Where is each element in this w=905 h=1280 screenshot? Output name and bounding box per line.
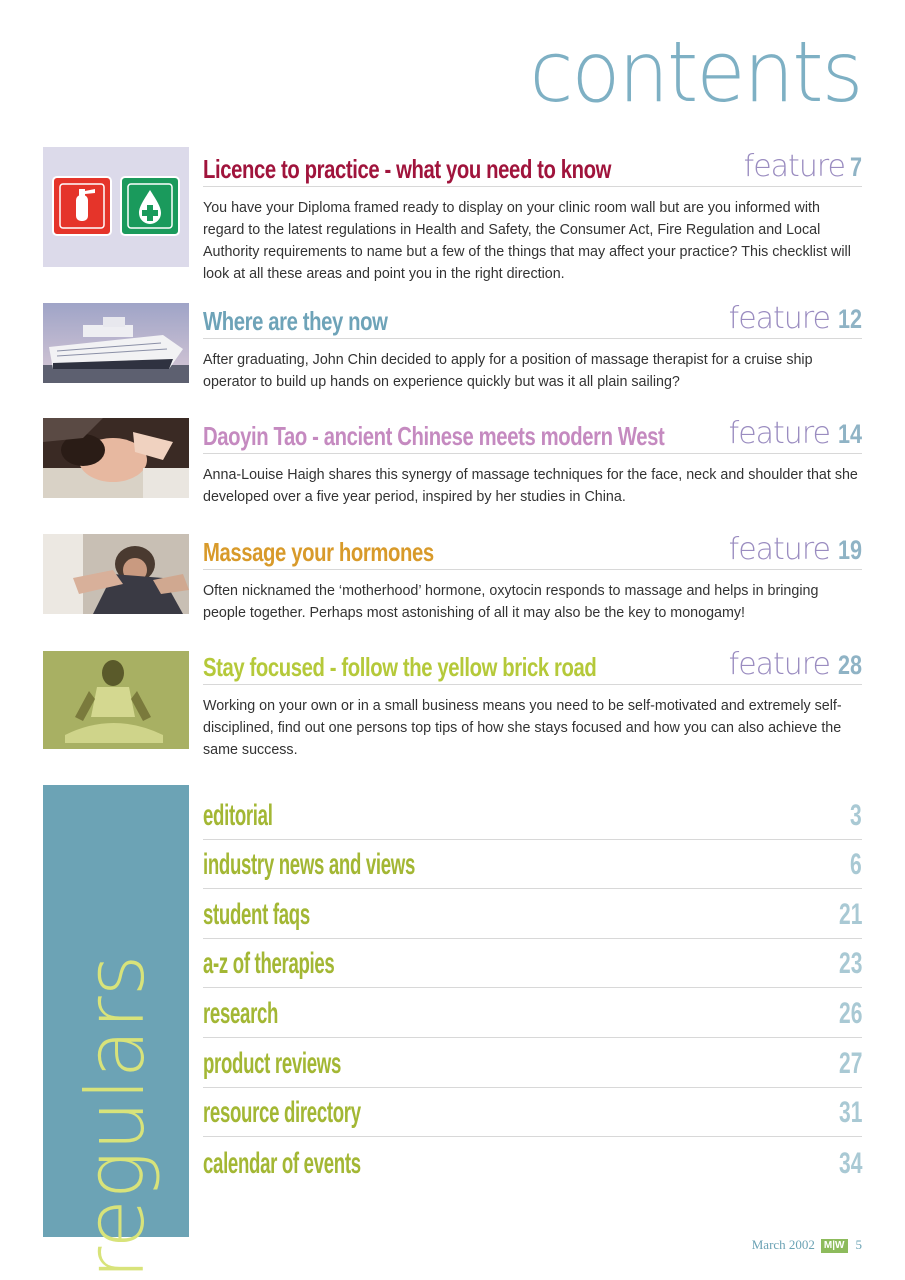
feature-description: Often nicknamed the ‘motherhood’ hormone, oxytocin responds to massage and helps in bringing people together. Perhaps most astonishing of all it may also be the key to monogamy!: [203, 583, 819, 621]
regulars-item-label: industry news and views: [203, 848, 416, 882]
meditation-photo: [43, 651, 189, 749]
regulars-heading: regulars: [69, 954, 162, 1280]
feature-page-ref: feature 28: [728, 647, 862, 682]
regulars-item-label: student faqs: [203, 897, 310, 931]
cruise-ship-photo: [43, 303, 189, 383]
regulars-sidebar: [43, 785, 189, 1280]
regulars-list: [203, 790, 862, 1187]
feature-description: After graduating, John Chin decided to apply for a position of massage therapist for a cruise ship operator to build up hands on experience quickly but was it all plain sailing?: [203, 352, 813, 390]
regulars-item-label: resource directory: [203, 1096, 361, 1130]
regulars-item-label: editorial: [203, 798, 273, 832]
page-title: contents: [529, 23, 861, 121]
regulars-item-label: a-z of therapies: [203, 947, 335, 981]
face-massage-photo: [43, 418, 189, 498]
feature-image: [43, 651, 189, 749]
magazine-logo: M|W: [821, 1239, 848, 1253]
regulars-item-page: 23: [838, 947, 862, 981]
feature-image: [43, 418, 189, 498]
feature-title[interactable]: Where are they now: [203, 306, 388, 336]
regulars-item-page: 3: [850, 798, 862, 832]
feature-page-ref: feature 7: [743, 149, 862, 184]
feature-image: [43, 303, 189, 383]
regulars-item-page: 27: [838, 1046, 862, 1080]
regulars-item-page: 31: [838, 1096, 862, 1130]
shoulder-massage-photo: [43, 534, 189, 614]
feature-description: You have your Diploma framed ready to display on your clinic room wall but are you informed with regard to the latest regulations in Health and Safety, the Consumer Act, Fire Regulation and Local Authority requirements to name but a few of the things that may affect your practice? This checklist will look at all these areas and point you in the right direction.: [203, 200, 851, 282]
feature-description: Anna-Louise Haigh shares this synergy of massage techniques for the face, neck and shoulder that she developed over a five year period, inspired by her studies in China.: [203, 467, 858, 505]
feature-title[interactable]: Licence to practice - what you need to know: [203, 154, 612, 184]
regulars-item[interactable]: [203, 1088, 862, 1138]
feature-page-ref: feature 12: [728, 301, 862, 336]
regulars-item[interactable]: [203, 988, 862, 1038]
regulars-item-page: 26: [838, 996, 862, 1030]
feature-image: [43, 147, 189, 267]
regulars-item-label: product reviews: [203, 1046, 341, 1080]
feature-title[interactable]: Stay focused - follow the yellow brick road: [203, 652, 597, 682]
feature-page-ref: feature 14: [728, 416, 862, 451]
regulars-item[interactable]: [203, 889, 862, 939]
feature-title[interactable]: Daoyin Tao - ancient Chinese meets modern West: [203, 421, 665, 451]
issue-date: March 2002: [751, 1237, 815, 1252]
fire-extinguisher-and-first-aid-signs: [43, 147, 189, 267]
feature-page-ref: feature 19: [728, 532, 862, 567]
page-number: 5: [855, 1237, 862, 1252]
feature-image: [43, 534, 189, 614]
regulars-item-label: calendar of events: [203, 1146, 361, 1180]
regulars-item[interactable]: [203, 790, 862, 840]
regulars-item[interactable]: [203, 939, 862, 989]
regulars-item[interactable]: [203, 840, 862, 890]
regulars-item-page: 34: [838, 1146, 862, 1180]
regulars-item-page: 21: [838, 897, 862, 931]
feature-description: Working on your own or in a small business means you need to be self-motivated and extremely self-disciplined, find out one persons top tips of how she stays focused and how you can also achieve the same success.: [203, 698, 842, 758]
regulars-item-page: 6: [850, 848, 862, 882]
page-footer: [752, 1237, 862, 1253]
regulars-item[interactable]: [203, 1137, 862, 1187]
regulars-item[interactable]: [203, 1038, 862, 1088]
feature-title[interactable]: Massage your hormones: [203, 537, 434, 567]
regulars-item-label: research: [203, 996, 279, 1030]
